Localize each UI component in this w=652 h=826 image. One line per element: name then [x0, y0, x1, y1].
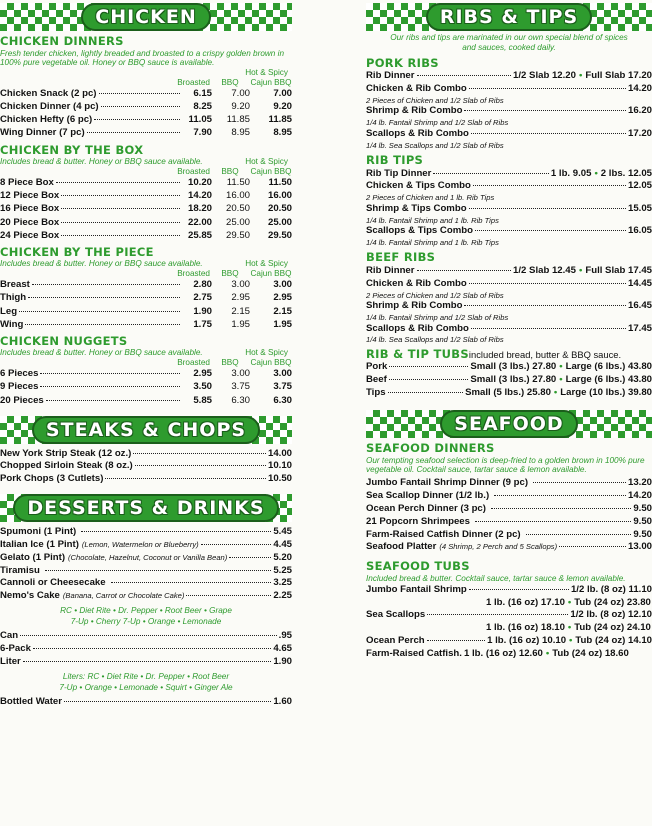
- seafood-tubs-desc: Included bread & butter. Cocktail sauce, tartar sauce & lemon available.: [366, 573, 626, 583]
- menu-item: Wing Dinner (7 pc) 7.90 8.95 8.95: [0, 127, 292, 139]
- chicken-nuggets-title: CHICKEN NUGGETS: [0, 333, 128, 348]
- menu-item: Scallops & Rib Combo 17.20: [366, 127, 652, 139]
- rib-tips-title: RIB TIPS: [366, 153, 424, 168]
- menu-item: Pork Chops (3 Cutlets) 10.50: [0, 473, 292, 485]
- menu-item: Chicken Dinner (4 pc) 8.25 9.20 9.20: [0, 101, 292, 113]
- beef-ribs-title: BEEF RIBS: [366, 250, 436, 265]
- menu-item: Chicken & Rib Combo 14.45: [366, 277, 652, 289]
- menu-item: Rib Dinner 1/2 Slab 12.45 • Full Slab 17.45: [366, 265, 652, 277]
- chicken-piece-desc: Includes bread & butter. Honey or BBQ sauce available.: [0, 259, 203, 269]
- menu-item: Chicken Hefty (6 pc) 11.05 11.85 11.85: [0, 114, 292, 126]
- chicken-box-title: CHICKEN BY THE BOX: [0, 142, 144, 157]
- menu-item: Rib Dinner 1/2 Slab 12.20 • Full Slab 17.20: [366, 70, 652, 82]
- steaks-banner: [0, 416, 292, 444]
- menu-item: Chicken & Tips Combo 12.05: [366, 180, 652, 192]
- menu-item: Shrimp & Rib Combo 16.45: [366, 300, 652, 312]
- chicken-dinners-desc: Fresh tender chicken, lightly breaded and broasted to a crispy golden brown in 100% pure vegetable oil. Honey or BBQ sauce is available.: [0, 48, 284, 68]
- menu-item: 20 Pieces 5.85 6.30 6.30: [0, 394, 292, 406]
- menu-item: Scallops & Tips Combo 16.05: [366, 225, 652, 237]
- menu-item: Can .95: [0, 630, 292, 642]
- pork-ribs-title: PORK RIBS: [366, 55, 439, 70]
- menu-item: 9 Pieces 3.50 3.75 3.75: [0, 381, 292, 393]
- desserts-banner-title: DESSERTS & DRINKS: [13, 494, 278, 522]
- seafood-dinners-list: [366, 477, 652, 554]
- menu-item: Rib Tip Dinner 1 lb. 9.05 • 2 lbs. 12.05: [366, 167, 652, 179]
- menu-item: Italian Ice (1 Pint) (Lemon, Watermelon or Blueberry) 4.45: [0, 538, 292, 550]
- menu-item: 8 Piece Box 10.20 11.50 11.50: [0, 177, 292, 189]
- menu-item: Farm-Raised Catfish Dinner (2 pc) 9.50: [366, 528, 652, 540]
- menu-item: Tiramisu 5.25: [0, 564, 292, 576]
- chicken-piece-title: CHICKEN BY THE PIECE: [0, 244, 154, 259]
- chicken-dinners-list: [0, 87, 292, 139]
- menu-item: Jumbo Fantail Shrimp 1/2 lb. (8 oz) 11.10: [366, 583, 652, 595]
- rib-tubs-title: RIB & TIP TUBS: [366, 346, 469, 361]
- menu-item: Chopped Sirloin Steak (8 oz.) 10.10: [0, 460, 292, 472]
- menu-item: 6-Pack 4.65: [0, 643, 292, 655]
- chicken-dinners-title: CHICKEN DINNERS: [0, 34, 124, 48]
- seafood-banner: [366, 410, 652, 438]
- menu-item: 6 Pieces 2.95 3.00 3.00: [0, 368, 292, 380]
- chicken-nuggets-list: [0, 367, 292, 406]
- steaks-banner-title: STEAKS & CHOPS: [32, 416, 260, 444]
- menu-item: Farm-Raised Catfish. 1 lb. (16 oz) 12.60 • Tub (24 oz) 18.60: [366, 647, 629, 659]
- menu-item: Gelato (1 Pint) (Chocolate, Hazelnut, Coconut or Vanilla Bean) 5.20: [0, 551, 292, 563]
- menu-item: Chicken & Rib Combo 14.20: [366, 83, 652, 95]
- menu-item: Seafood Platter (4 Shrimp, 2 Perch and 5 Scallops) 13.00: [366, 541, 652, 553]
- price-column-headers: Broasted BBQ Cajun BBQ: [177, 77, 292, 87]
- chicken-banner-title: CHICKEN: [81, 3, 210, 31]
- hot-spicy-label: Hot & Spicy: [245, 68, 288, 78]
- menu-item: Tips Small (5 lbs.) 25.80 • Large (10 lbs.) 39.80: [366, 387, 652, 399]
- menu-item: 20 Piece Box 22.00 25.00 25.00: [0, 216, 292, 228]
- drinks-list: [0, 630, 292, 669]
- menu-item: Beef Small (3 lbs.) 27.80 • Large (6 lbs.) 43.80: [366, 374, 652, 386]
- menu-item: Chicken Snack (2 pc) 6.15 7.00 7.00: [0, 88, 292, 100]
- menu-item: Sea Scallop Dinner (1/2 lb.) 14.20: [366, 490, 652, 502]
- desserts-banner: [0, 494, 292, 522]
- menu-item: 24 Piece Box 25.85 29.50 29.50: [0, 229, 292, 241]
- menu-item: Leg 1.90 2.15 2.15: [0, 305, 292, 317]
- chicken-piece-list: [0, 278, 292, 330]
- menu-item: Spumoni (1 Pint) 5.45: [0, 526, 292, 538]
- chicken-banner: [0, 3, 292, 31]
- soda-flavors: RC • Diet Rite • Dr. Pepper • Root Beer • Grape 7-Up • Cherry 7-Up • Orange • Lemonade: [60, 606, 232, 626]
- menu-item: Wing 1.75 1.95 1.95: [0, 318, 292, 330]
- chicken-box-desc: Includes bread & butter. Honey or BBQ sauce available.: [0, 157, 203, 167]
- seafood-banner-title: SEAFOOD: [440, 410, 577, 438]
- menu-item: New York Strip Steak (12 oz.) 14.00: [0, 447, 292, 459]
- seafood-tubs-title: SEAFOOD TUBS: [366, 559, 470, 574]
- right-column: RIBS & TIPS Our ribs and tips are marinated in our own special blend of spices and sauces, cooked daily. PORK RIBS Rib Dinner 1/2 Slab 12.20 • Full Slab 17.20 Chicken & Rib Combo 14.20 2 Pieces of Chicken and 1/2 Slab of Ribs Shrimp & Rib Combo 16.20 1/4 lb. Fantail Shrimp and 1/2 Slab of Ribs Scallops & Rib Combo 17.20 1/4 lb. Sea Scallops and 1/2 Slab of Ribs RIB TIPS Rib Tip Dinner 1 lb. 9.05 • 2 lbs. 12.05 Chicken & Tips Combo 12.05 2 Pieces of Chicken and 1 lb. Rib Tips Shrimp & Tips Combo 15.05 1/4 lb. Fantail Shrimp and 1 lb. Rib Tips Scallops & Tips Combo 16.05 1/4 lb. Fantail Shrimp and 1 lb. Rib Tips BEEF RIBS Rib Dinner 1/2 Slab 12.45 • Full Slab 17.45 Chicken & Rib Combo 14.45 2 Pieces of Chicken and 1/2 Slab of Ribs Shrimp & Rib Combo 16.45 1/4 lb. Fantail Shrimp and 1/2 Slab of Ribs Scallops & Rib Combo 17.45 1/4 lb. Sea Scallops and 1/2 Slab of Ribs RIB & TIP TUBS included bread, butter & BBQ sauce. Pork Small (3 lbs.) 27.80 • Large (6 lbs.) 43.80 Beef Small (3 lbs.) 27.80 • Large (6 lbs.) 43.80 Tips Small (5 lbs.) 25.80 • Large (10 lbs.) 39.80 SEAFOOD SEAFOOD DINNERS Our tempting seafood selection is deep-fried to a golden brown in 100% pure vegetable oil. Cocktail sauce, tartar sauce & lemon available. Jumbo Fantail Shrimp Dinner (9 pc) 13.20 Sea Scallop Dinner (1/2 lb.) 14.20 Ocean Perch Dinner (3 pc) 9.50 21 Popcorn Shrimpees 9.50 Farm-Raised Catfish Dinner (2 pc) 9.50 Seafood Platter (4 Shrimp, 2 Perch and 5 Scallops) 13.00 SEAFOOD TUBS Included bread & butter. Cocktail sauce, tartar sauce & lemon available. Jumbo Fantail Shrimp 1/2 lb. (8 oz) 11.10 1 lb. (16 oz) 17.10 • Tub (24 oz) 23.80 Sea Scallops 1/2 lb. (8 oz) 12.10 1 lb. (16 oz) 18.10 • Tub (24 oz) 24.10 Ocean Perch 1 lb. (16 oz) 10.10 • Tub (24 oz) 14.10 Farm-Raised Catfish. 1 lb. (16 oz) 12.60 • Tub (24 oz) 18.60: [366, 0, 652, 661]
- menu-item: Ocean Perch 1 lb. (16 oz) 10.10 • Tub (24 oz) 14.10: [366, 635, 652, 647]
- liter-flavors: Liters: RC • Diet Rite • Dr. Pepper • Root Beer 7-Up • Orange • Lemonade • Squirt • Ginger Ale: [59, 672, 233, 692]
- menu-item: Shrimp & Tips Combo 15.05: [366, 202, 652, 214]
- menu-item: 12 Piece Box 14.20 16.00 16.00: [0, 190, 292, 202]
- menu-item: Jumbo Fantail Shrimp Dinner (9 pc) 13.20: [366, 477, 652, 489]
- chicken-box-list: [0, 176, 292, 241]
- menu-item: Pork Small (3 lbs.) 27.80 • Large (6 lbs.) 43.80: [366, 361, 652, 373]
- menu-item: Thigh 2.75 2.95 2.95: [0, 292, 292, 304]
- menu-item: Sea Scallops 1/2 lb. (8 oz) 12.10: [366, 609, 652, 621]
- ribs-banner-title: RIBS & TIPS: [426, 3, 592, 31]
- menu-item: 16 Piece Box 18.20 20.50 20.50: [0, 203, 292, 215]
- left-column: CHICKEN CHICKEN DINNERS Fresh tender chicken, lightly breaded and broasted to a crispy golden brown in 100% pure vegetable oil. Honey or BBQ sauce is available. Hot & Spicy Broasted BBQ Cajun BBQ Chicken Snack (2 pc) 6.15 7.00 7.00 Chicken Dinner (4 pc) 8.25 9.20 9.20 Chicken Hefty (6 pc) 11.05 11.85 11.85 Wing Dinner (7 pc) 7.90 8.95 8.95 CHICKEN BY THE BOX Includes bread & butter. Honey or BBQ sauce available. Hot & Spicy Broasted BBQ Cajun BBQ 8 Piece Box 10.20 11.50 11.50 12 Piece Box 14.20 16.00 16.00 16 Piece Box 18.20 20.50 20.50 20 Piece Box 22.00 25.00 25.00 24 Piece Box 25.85 29.50 29.50 CHICKEN BY THE PIECE Includes bread & butter. Honey or BBQ sauce available. Hot & Spicy Broasted BBQ Cajun BBQ Breast 2.80 3.00 3.00 Thigh 2.75 2.95 2.95 Leg 1.90 2.15 2.15 Wing 1.75 1.95 1.95 CHICKEN NUGGETS Includes bread & butter. Honey or BBQ sauce available. Hot & Spicy Broasted BBQ Cajun BBQ 6 Pieces 2.95 3.00 3.00 9 Pieces 3.50 3.75 3.75 20 Pieces 5.85 6.30 6.30 STEAKS & CHOPS New York Strip Steak (12 oz.) 14.00 Chopped Sirloin Steak (8 oz.) 10.10 Pork Chops (3 Cutlets) 10.50 DESSERTS & DRINKS Spumoni (1 Pint) 5.45 Italian Ice (1 Pint) (Lemon, Watermelon or Blueberry) 4.45 Gelato (1 Pint) (Chocolate, Hazelnut, Coconut or Vanilla Bean) 5.20 Tiramisu 5.25 Cannoli or Cheesecake 3.25 Nemo's Cake (Banana, Carrot or Chocolate Cake) 2.25 RC • Diet Rite • Dr. Pepper • Root Beer • Grape 7-Up • Cherry 7-Up • Orange • Lemonade Can .95 6-Pack 4.65 Liter 1.90 Liters: RC • Diet Rite • Dr. Pepper • Root Beer 7-Up • Orange • Lemonade • Squirt • Ginger Ale Bottled Water 1.60: [0, 0, 292, 709]
- menu-item: 21 Popcorn Shrimpees 9.50: [366, 515, 652, 527]
- menu-item: Scallops & Rib Combo 17.45: [366, 322, 652, 334]
- desserts-list: [0, 526, 292, 603]
- menu-item: Breast 2.80 3.00 3.00: [0, 279, 292, 291]
- menu-item: Cannoli or Cheesecake 3.25: [0, 577, 292, 589]
- seafood-dinners-title: SEAFOOD DINNERS: [366, 440, 495, 455]
- menu-item: Bottled Water 1.60: [0, 696, 292, 708]
- chicken-nuggets-desc: Includes bread & butter. Honey or BBQ sauce available.: [0, 348, 203, 358]
- seafood-dinners-desc: Our tempting seafood selection is deep-fried to a golden brown in 100% pure vegetable oil. Cocktail sauce, tartar sauce & lemon available.: [366, 455, 645, 475]
- ribs-banner: [366, 3, 652, 31]
- steaks-list: [0, 448, 292, 487]
- menu-item: Ocean Perch Dinner (3 pc) 9.50: [366, 502, 652, 514]
- menu-item: Liter 1.90: [0, 656, 292, 668]
- ribs-desc: Our ribs and tips are marinated in our own special blend of spices and sauces, cooked daily.: [390, 33, 628, 52]
- menu-item: Nemo's Cake (Banana, Carrot or Chocolate Cake) 2.25: [0, 590, 292, 602]
- menu-item: Shrimp & Rib Combo 16.20: [366, 105, 652, 117]
